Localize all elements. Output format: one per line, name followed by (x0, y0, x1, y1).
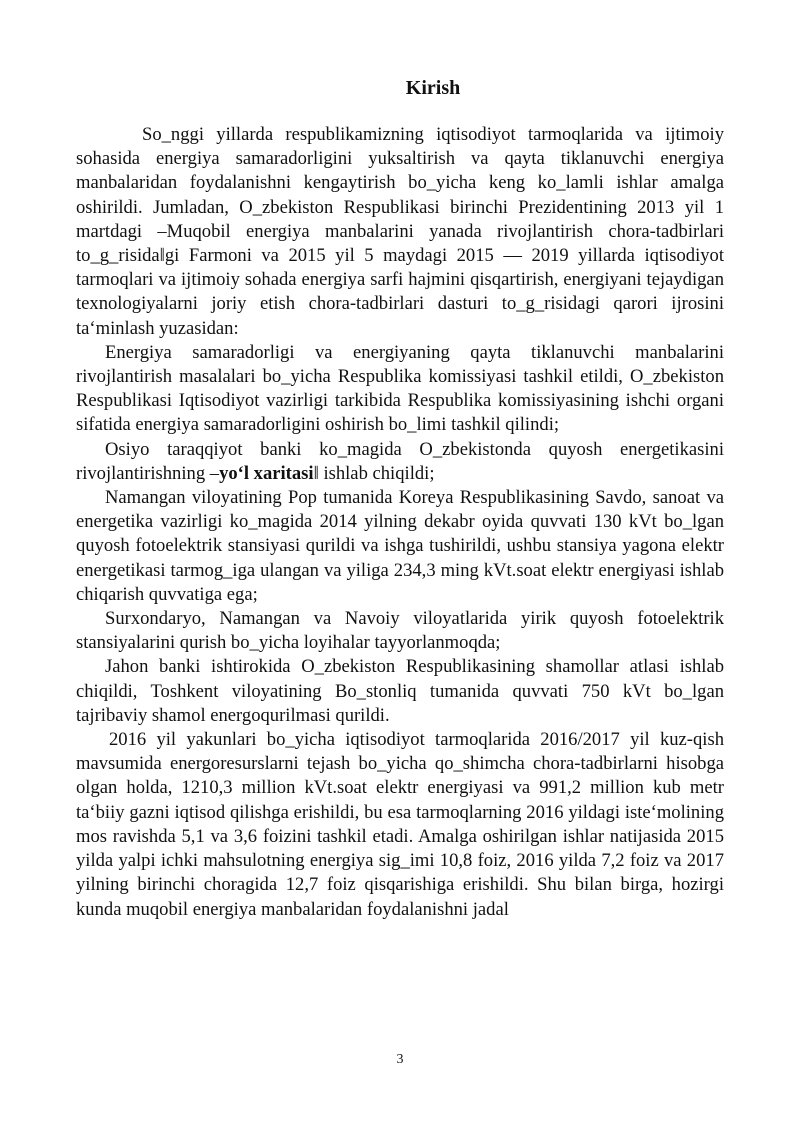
paragraph-roadmap (76, 438, 724, 486)
roadmap-text-before: Osiyo taraqqiyot banki ko_magida O_zbekistonda quyosh energetikasini rivojlantirishning – (76, 438, 724, 484)
paragraph-projects: Surxondaryo, Namangan va Navoiy viloyatlarida yirik quyosh fotoelektrik stansiyalarini qurish bo_yicha loyihalar tayyorlanmoqda; (76, 608, 724, 654)
paragraph-namangan: Namangan viloyatining Pop tumanida Koreya Respublikasining Savdo, sanoat va energetika vazirligi ko_magida 2014 yilning dekabr oyida quvvati 130 kVt bo_lgan quyosh fotoelektrik stansiyasi qurildi va ishga tushirildi, ushbu stansiya yagona elektr energetikasi tarmog_iga ulangan va yiliga 234,3 ming kVt.soat elektr energiyasi ishlab chiqarish quvvatiga ega; (76, 487, 724, 605)
paragraph-results-2016: 2016 yil yakunlari bo_yicha iqtisodiyot tarmoqlarida 2016/2017 yil kuz-qish mavsumida energoresurslarni tejash bo_yicha qo_shimcha chora-tadbirlarni hisobga olgan holda, 1210,3 million kVt.soat elektr energiyasi va 991,2 million kub metr ta‘biiy gazni iqtisod qilishga erishildi, bu esa tarmoqlarning 2016 yildagi iste‘molining mos ravishda 5,1 va 3,6 foizini tashkil etadi. Amalga oshirilgan ishlar natijasida 2015 yilda yalpi ichki mahsulotning energiya sig_imi 10,8 foiz, 2016 yilda 7,2 foiz va 2017 yilning birinchi choragida 12,7 foiz qisqarishiga erishildi. Shu bilan birga, hozirgi kunda muqobil energiya manbalaridan foydalanishni jadal (76, 729, 724, 920)
paragraph-commission: Energiya samaradorligi va energiyaning qayta tiklanuvchi manbalarini rivojlantirish masalalari bo_yicha Respublika komissiyasi tashkil etildi, O_zbekiston Respublikasi Iqtisodiyot vazirligi tarkibida Respublika komissiyasining ishchi organi sifatida energiya samaradorligini oshirish bo_limi tashkil qilindi; (76, 341, 724, 436)
roadmap-bold-text: yo‘l xaritasi (219, 462, 314, 484)
roadmap-text-after: ‖ ishlab chiqildi; (313, 462, 435, 484)
paragraph-wind-atlas: Jahon banki ishtirokida O_zbekiston Respublikasining shamollar atlasi ishlab chiqildi, Toshkent viloyatining Bo_stonliq tumanida quvvati 750 kVt bo_lgan tajribaviy shamol energoqurilmasi qurildi. (76, 656, 724, 726)
paragraph-intro: So_nggi yillarda respublikamizning iqtisodiyot tarmoqlarida va ijtimoiy sohasida energiya samaradorligini yuksaltirish va qayta tiklanuvchi energiya manbalaridan foydalanishni kengaytirish bo_yicha keng ko_lamli ishlar amalga oshirildi. Jumladan, O_zbekiston Respublikasi birinchi Prezidentining 2013 yil 1 martdagi –Muqobil energiya manbalarini yanada rivojlantirish chora-tadbirlari to_g_risida‖gi Farmoni va 2015 yil 5 maydagi 2015 — 2019 yillarda iqtisodiyot tarmoqlari va ijtimoiy sohada energiya sarfi hajmini qisqartirish, energiyani tejaydigan texnologiyalarni joriy etish chora-tadbirlari dasturi to_g_risidagi qarori ijrosini ta‘minlash yuzasidan: (76, 124, 724, 339)
page-title: Kirish (405, 77, 461, 99)
document-body (76, 123, 724, 922)
page-number: 3 (396, 1052, 404, 1067)
